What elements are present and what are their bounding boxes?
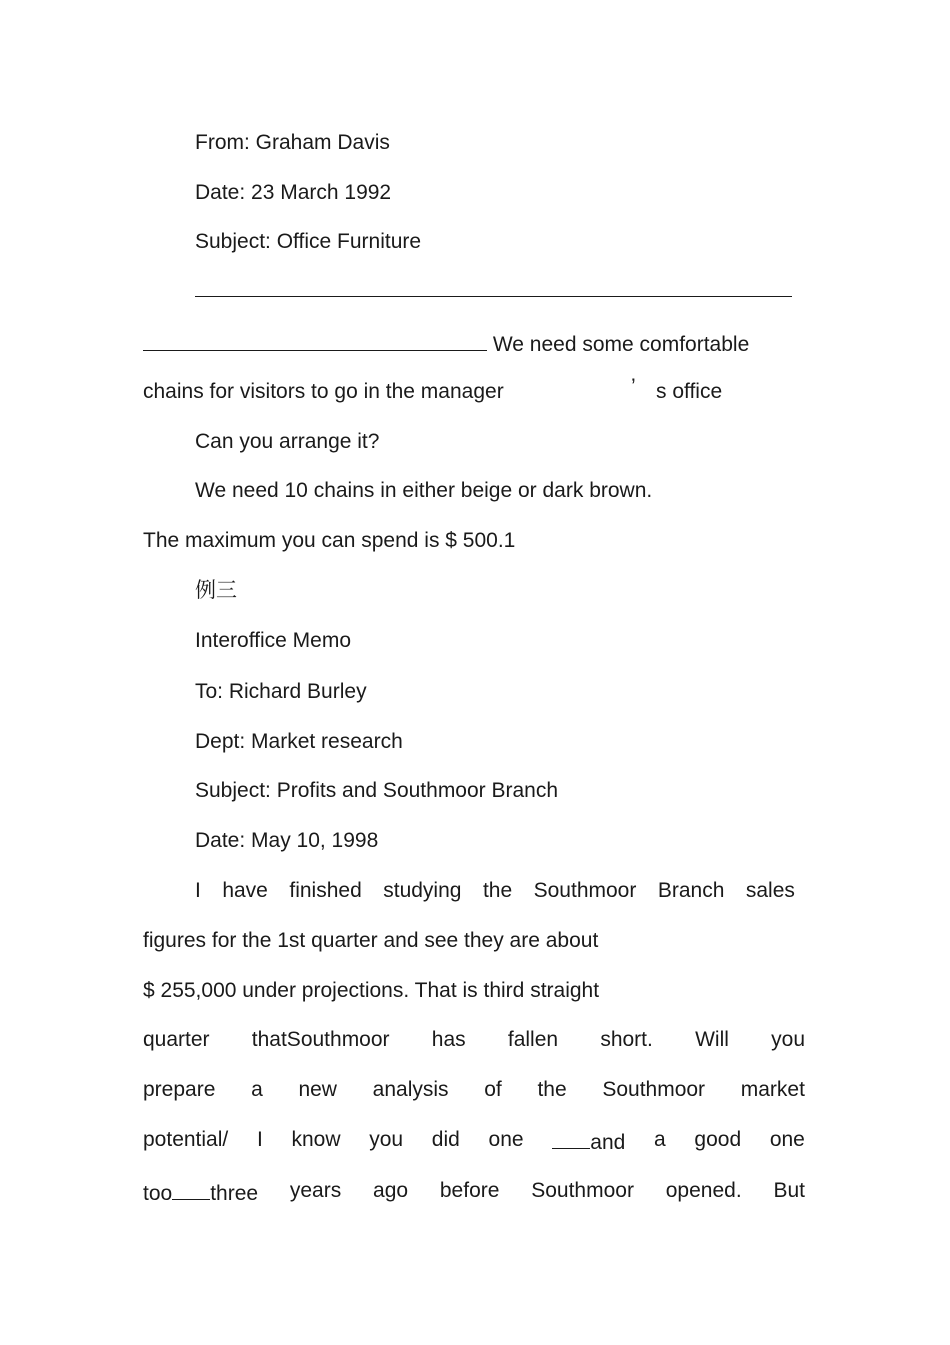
- word: new: [298, 1078, 337, 1101]
- word: know: [291, 1128, 341, 1151]
- memo2-heading: Interoffice Memo: [195, 629, 352, 652]
- memo2-body-line-7: [143, 1179, 805, 1206]
- word: Southmoor: [531, 1179, 634, 1202]
- memo2-date: Date: May 10, 1998: [195, 829, 379, 852]
- word: opened.: [665, 1179, 742, 1202]
- word: Southmoor: [533, 879, 637, 902]
- memo1-max: The maximum you can spend is $ 500.1: [143, 529, 516, 552]
- word: of: [484, 1078, 502, 1101]
- word: and: [590, 1131, 626, 1154]
- word: three: [210, 1182, 259, 1205]
- memo1-ask: Can you arrange it?: [195, 430, 380, 453]
- word: I: [256, 1128, 263, 1151]
- word: studying: [383, 879, 462, 902]
- memo2-body-line-4: [143, 1028, 805, 1052]
- word: did: [431, 1128, 460, 1151]
- memo2-body-line-2: figures for the 1st quarter and see they are about: [143, 929, 599, 952]
- word: the: [537, 1078, 567, 1101]
- word-with-blank: [143, 1179, 258, 1206]
- memo2-body-line-3: $ 255,000 under projections. That is third straight: [143, 979, 600, 1002]
- memo2-dept: Dept: Market research: [195, 730, 403, 753]
- word: fallen: [507, 1028, 559, 1051]
- word: you: [369, 1128, 404, 1151]
- memo1-divider-line: [195, 296, 792, 297]
- memo1-from: From: Graham Davis: [195, 131, 390, 154]
- memo1-body-line-2b: s office: [656, 380, 723, 403]
- blank-line: [552, 1128, 590, 1149]
- word: before: [439, 1179, 500, 1202]
- blank-line: [143, 330, 487, 351]
- memo1-apostrophe: ’: [631, 375, 636, 398]
- word: analysis: [372, 1078, 449, 1101]
- word: Southmoor: [602, 1078, 706, 1101]
- memo2-body-line-5: [143, 1078, 805, 1102]
- word: one: [488, 1128, 524, 1151]
- word: a: [654, 1128, 666, 1151]
- word-with-blank: [552, 1128, 625, 1155]
- word: But: [773, 1179, 805, 1202]
- word: ago: [373, 1179, 409, 1202]
- word: quarter: [143, 1028, 210, 1051]
- word: you: [771, 1028, 805, 1051]
- memo1-body-text-1: We need some comfortable: [492, 333, 750, 356]
- word: too: [143, 1182, 173, 1205]
- word: market: [740, 1078, 805, 1101]
- blank-line: [172, 1179, 210, 1200]
- word: Branch: [657, 879, 725, 902]
- word: have: [222, 879, 268, 902]
- memo1-date: Date: 23 March 1992: [195, 181, 392, 204]
- word: potential/: [143, 1128, 229, 1151]
- memo1-body-line-1: [143, 330, 749, 357]
- word: the: [482, 879, 513, 902]
- example-label: 例三: [195, 579, 237, 602]
- word: one: [769, 1128, 805, 1151]
- memo2-body-line-6: [143, 1128, 805, 1155]
- word: I: [195, 879, 201, 902]
- word: good: [694, 1128, 742, 1151]
- word: thatSouthmoor: [251, 1028, 390, 1051]
- word: short.: [600, 1028, 653, 1051]
- memo2-to: To: Richard Burley: [195, 680, 367, 703]
- word: prepare: [143, 1078, 216, 1101]
- word: sales: [745, 879, 795, 902]
- word: years: [289, 1179, 342, 1202]
- word: finished: [289, 879, 362, 902]
- memo1-body-line-2a: chains for visitors to go in the manager: [143, 380, 504, 403]
- memo2-subject: Subject: Profits and Southmoor Branch: [195, 779, 559, 802]
- memo2-body-line-1: [195, 879, 795, 903]
- word: a: [251, 1078, 263, 1101]
- word: has: [431, 1028, 466, 1051]
- word: Will: [695, 1028, 729, 1051]
- memo1-subject: Subject: Office Furniture: [195, 230, 422, 253]
- memo1-need: We need 10 chains in either beige or dark brown.: [195, 479, 653, 502]
